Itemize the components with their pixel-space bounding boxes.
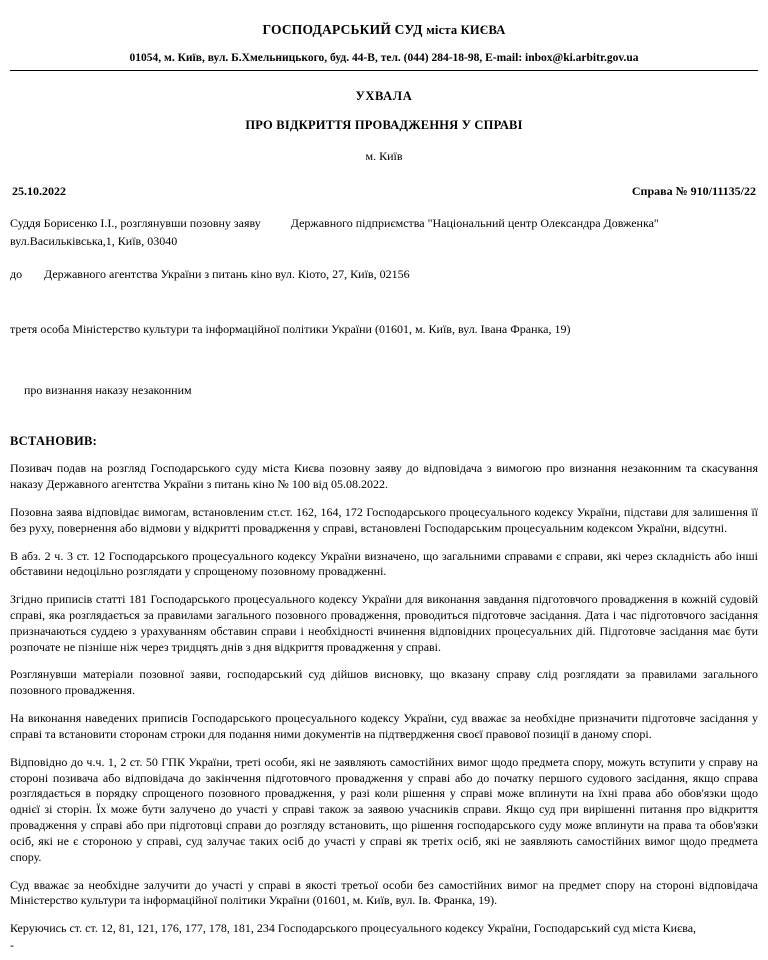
plaintiff-name: Державного підприємства "Національний центр Олександра Довженка" — [290, 216, 659, 230]
document-subject: ПРО ВІДКРИТТЯ ПРОВАДЖЕННЯ У СПРАВІ — [245, 118, 523, 132]
body-paragraph: Суд вважає за необхідне залучити до участі у справі в якості третьої особи без самостійних вимог на предмет спору на стороні відповідача Міністерство культури та інформаційної політики України (01601, м. Київ, вул. Ів. Франка, 19). — [10, 877, 758, 908]
body-tail-dash: - — [10, 938, 14, 953]
body-paragraph: В абз. 2 ч. 3 ст. 12 Господарського процесуального кодексу України визначено, що загальними справами є справи, які через складність або інші обставини недоцільно розглядати у спрощеному позовному провадженні. — [10, 548, 758, 579]
defendant-name: Державного агентства України з питань кіно вул. Кіото, 27, Київ, 02156 — [44, 267, 410, 282]
document-city: м. Київ — [365, 149, 403, 163]
judge-and-claim-text: Суддя Борисенко І.І., розглянувши позовну заяву — [10, 216, 261, 230]
defendant-block — [10, 267, 758, 282]
plaintiff-address: вул.Васильківська,1, Київ, 03040 — [10, 234, 178, 249]
body-paragraph: Відповідно до ч.ч. 1, 2 ст. 50 ГПК України, треті особи, які не заявляють самостійних вимог щодо предмета спору, можуть вступити у справу на стороні позивача або відповідача до закінчення підготовчого провадження у справі або до початку першого судового засідання, якщо справа розглядається в порядку спрощеного позовного провадження, у разі коли рішення у справі може вплинути на їхні права або обов'язки щодо однієї зі сторін. Їх може бути залучено до участі у справі також за заявою учасників справи. Якщо суд при вирішенні питання про відкриття провадження у справі або при підготовці справи до розгляду встановить, що рішення господарського суду може вплинути на права та обов'язки осіб, які не є стороною у справі, суд залучає таких осіб до участі у справі як третіх осіб, які не заявляють самостійних вимог щодо предмета спору. — [10, 754, 758, 864]
body-paragraph: Розглянувши матеріали позовної заяви, господарський суд дійшов висновку, що вказану справу слід розглядати за правилами загального позовного провадження. — [10, 667, 758, 698]
document-meta — [10, 184, 758, 199]
section-heading-established: ВСТАНОВИВ: — [10, 434, 98, 449]
court-title — [10, 22, 758, 38]
body-paragraph: Керуючись ст. ст. 12, 81, 121, 176, 177, 178, 181, 234 Господарського процесуального кодексу України, Господарський суд міста Києва, — [10, 921, 697, 936]
court-name-main: ГОСПОДАРСЬКИЙ СУД — [262, 22, 423, 37]
header-divider — [10, 70, 758, 71]
claim-subject: про визнання наказу незаконним — [24, 383, 192, 398]
body-paragraph: Згідно приписів статті 181 Господарського процесуального кодексу України для виконання завдання підготовчого провадження в кожній судовій справі, яка розглядається за правилами загального позовного провадження, проводиться підготовче засідання. Дата і час підготовчого засідання призначаються суддею з урахуванням обставин справи і необхідності вчинення відповідних процесуальних дій. Підготовче засідання має бути розпочате не пізніше ніж через тридцять днів з дня відкриття провадження у справі. — [10, 592, 758, 654]
document-kind: УХВАЛА — [355, 89, 413, 103]
to-label: до — [10, 267, 23, 282]
third-party-block: третя особа Міністерство культури та інформаційної політики України (01601, м. Київ, вул. Івана Франка, 19) — [10, 322, 571, 337]
body-paragraph: Позовна заява відповідає вимогам, встановленим ст.ст. 162, 164, 172 Господарського процесуального кодексу України, підстави для залишення її без руху, повернення або відмови у відкритті провадження у справі, встановлені Господарським процесуальним кодексом України, відсутні. — [10, 504, 758, 535]
body-paragraph: На виконання наведених приписів Господарського процесуального кодексу України, суд вважає за необхідне призначити підготовче засідання у справі та встановити сторонам строки для подання ними документів на підтвердження своєї правової позиції в даному спорі. — [10, 711, 758, 741]
court-address: 01054, м. Київ, вул. Б.Хмельницького, буд. 44-В, тел. (044) 284-18-98, E-mail: inbox@ki.arbitr.gov.ua — [129, 52, 639, 64]
case-number: Справа № 910/11135/22 — [631, 184, 756, 198]
document-date: 25.10.2022 — [12, 184, 66, 198]
court-name-city: міста КИЄВА — [426, 23, 506, 37]
body-paragraph: Позивач подав на розгляд Господарського суду міста Києва позовну заяву до відповідача з вимогою про визнання незаконним та скасування наказу Державного агентства України з питань кіно № 100 від 05.08.2022. — [10, 461, 758, 492]
plaintiff-block — [10, 215, 758, 231]
